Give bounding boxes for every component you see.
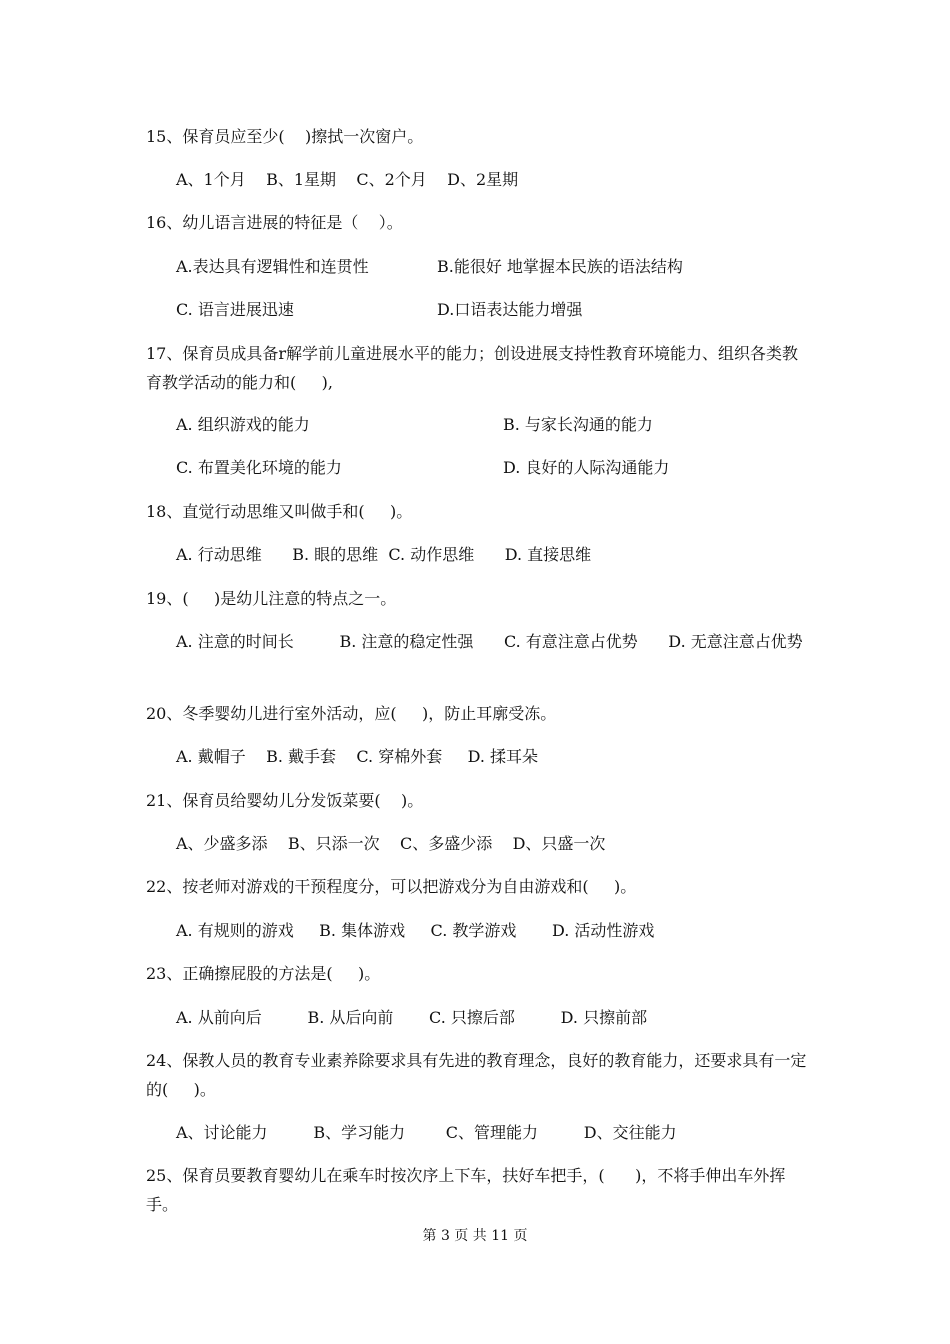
question-20: 20、冬季婴幼儿进行室外活动，应( )，防止耳廓受冻。 — [146, 704, 557, 723]
question-18-options: A. 行动思维 B. 眼的思维 C. 动作思维 D. 直接思维 — [176, 545, 592, 564]
question-16-option-d: D.口语表达能力增强 — [437, 300, 583, 319]
page-number-footer: 第 3 页 共 11 页 — [422, 1228, 528, 1244]
question-17-option-b: B. 与家长沟通的能力 — [503, 415, 653, 434]
question-20-options: A. 戴帽子 B. 戴手套 C. 穿棉外套 D. 揉耳朵 — [176, 747, 539, 766]
question-23-options: A. 从前向后 B. 从后向前 C. 只擦后部 D. 只擦前部 — [176, 1008, 648, 1027]
question-19: 19、( )是幼儿注意的特点之一。 — [146, 589, 397, 608]
question-25: 25、保育员要教育婴幼儿在乘车时按次序上下车，扶好车把手，( )，不将手伸出车外挥手。 — [146, 1166, 786, 1214]
question-21-options: A、少盛多添 B、只添一次 C、多盛少添 D、只盛一次 — [176, 834, 606, 853]
question-16-option-a: A.表达具有逻辑性和连贯性 — [176, 257, 369, 276]
question-16-option-b: B.能很好 地掌握本民族的语法结构 — [437, 257, 683, 276]
question-15-options: A、1个月 B、1星期 C、2个月 D、2星期 — [176, 170, 519, 189]
question-17-option-a: A. 组织游戏的能力 — [176, 415, 310, 434]
question-19-options: A. 注意的时间长 B. 注意的稳定性强 C. 有意注意占优势 D. 无意注意占优势 — [176, 632, 803, 651]
question-17: 17、保育员成具备r解学前儿童进展水平的能力；创设进展支持性教育环境能力、组织各类教育教学活动的能力和( ), — [146, 344, 799, 392]
question-22: 22、按老师对游戏的干预程度分，可以把游戏分为自由游戏和( )。 — [146, 877, 637, 896]
question-16-option-c: C. 语言进展迅速 — [176, 300, 294, 319]
question-17-option-c: C. 布置美化环境的能力 — [176, 458, 342, 477]
question-15: 15、保育员应至少( )擦拭一次窗户。 — [146, 127, 424, 146]
question-24-options: A、讨论能力 B、学习能力 C、管理能力 D、交往能力 — [176, 1123, 677, 1142]
question-18: 18、直觉行动思维又叫做手和( )。 — [146, 502, 413, 521]
question-21: 21、保育员给婴幼儿分发饭菜要( )。 — [146, 791, 424, 810]
question-23: 23、正确擦屁股的方法是( )。 — [146, 964, 381, 983]
question-24: 24、保教人员的教育专业素养除要求具有先进的教育理念，良好的教育能力，还要求具有一定的( )。 — [146, 1051, 807, 1099]
question-16: 16、幼儿语言进展的特征是（ ）。 — [146, 213, 403, 232]
question-22-options: A. 有规则的游戏 B. 集体游戏 C. 教学游戏 D. 活动性游戏 — [176, 921, 655, 940]
question-17-option-d: D. 良好的人际沟通能力 — [503, 458, 670, 477]
